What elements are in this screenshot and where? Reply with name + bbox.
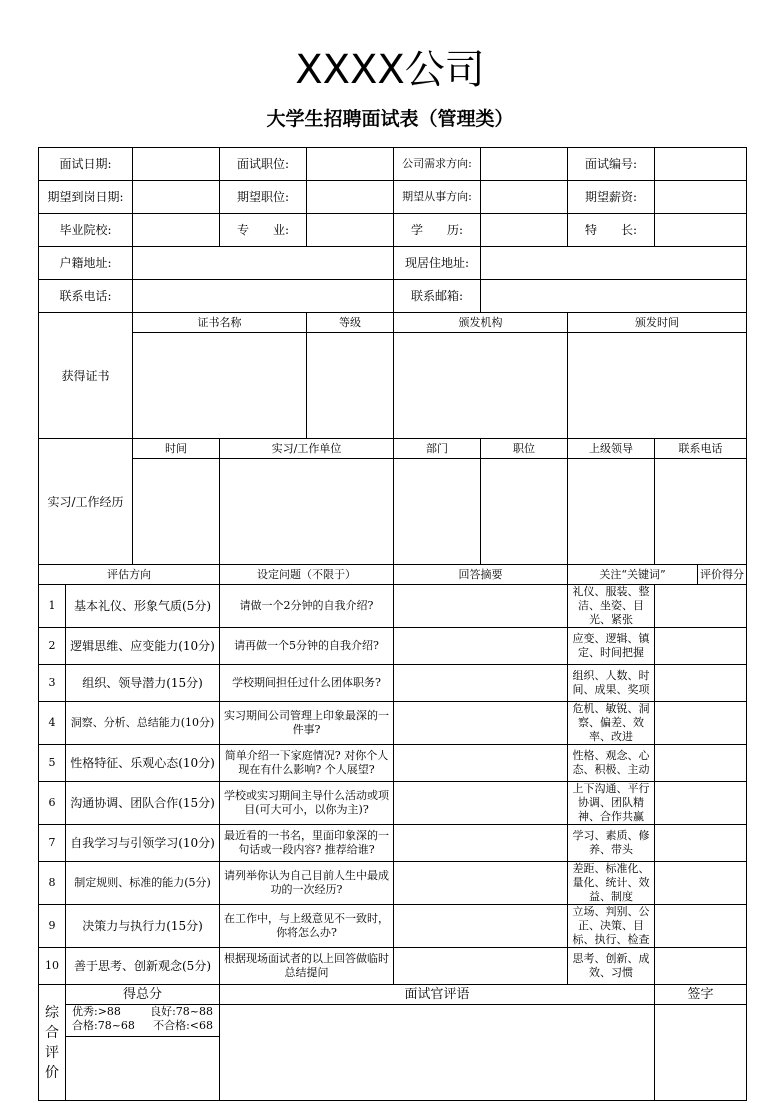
eval-score-header: 评价得分 [698,565,747,585]
exp-supervisor-header: 上级领导 [568,439,655,459]
exp-position-header: 职位 [481,439,568,459]
cert-level-field[interactable] [307,333,394,439]
eval-row-answer[interactable] [394,585,568,628]
exp-position-field[interactable] [481,459,568,565]
residence-field[interactable] [481,247,747,280]
grade-good: 良好:78~88 [150,1005,214,1018]
eval-row-number: 3 [39,665,66,702]
eval-row-number: 1 [39,585,66,628]
table-row [39,745,747,782]
table-row [39,628,747,665]
company-direction-field[interactable] [481,148,568,181]
cert-level-header: 等级 [307,313,394,333]
table-row [39,862,747,905]
education-label: 学 历: [394,214,481,247]
eval-row-direction: 组织、领导潜力(15分) [66,665,220,702]
eval-row-keywords: 应变、逻辑、镇定、时间把握 [568,628,655,665]
eval-row-number: 9 [39,905,66,948]
table-row [39,905,747,948]
phone-label: 联系电话: [39,280,133,313]
experience-label: 实习/工作经历 [39,439,133,565]
household-label: 户籍地址: [39,247,133,280]
table-row [39,702,747,745]
grade-pass: 合格:78~68 [72,1019,135,1032]
eval-row-question: 实习期间公司管理上印象最深的一件事? [220,702,394,745]
table-row [39,585,747,628]
cert-issuer-field[interactable] [394,333,568,439]
interview-no-label: 面试编号: [568,148,655,181]
eval-row-question: 在工作中，与上级意见不一致时，你将怎么办? [220,905,394,948]
eval-row-direction: 洞察、分析、总结能力(10分) [66,702,220,745]
eval-question-header: 设定问题（不限于） [220,565,394,585]
specialty-label: 特 长: [568,214,655,247]
exp-dept-field[interactable] [394,459,481,565]
email-field[interactable] [481,280,747,313]
eval-row-keywords: 礼仪、服装、整洁、坐姿、目光、紧张 [568,585,655,628]
expected-start-field[interactable] [133,181,220,214]
interview-date-field[interactable] [133,148,220,181]
cert-date-header: 颁发时间 [568,313,747,333]
eval-row-answer[interactable] [394,948,568,985]
eval-row-keywords: 组织、人数、时间、成果、奖项 [568,665,655,702]
eval-row-direction: 沟通协调、团队合作(15分) [66,782,220,825]
eval-row-question: 请做一个2分钟的自我介绍? [220,585,394,628]
eval-row-keywords: 学习、素质、修养、带头 [568,825,655,862]
eval-row-keywords: 危机、敏锐、洞察、偏差、效率、改进 [568,702,655,745]
eval-direction-header: 评估方向 [39,565,220,585]
eval-row-answer[interactable] [394,825,568,862]
interview-form-table [38,147,747,1101]
expected-salary-field[interactable] [655,181,747,214]
comment-field[interactable] [220,1005,655,1101]
eval-row-answer[interactable] [394,862,568,905]
eval-row-keywords: 差距、标准化、量化、统计、效益、制度 [568,862,655,905]
eval-row-keywords: 立场、判别、公正、决策、目标、执行、检查 [568,905,655,948]
table-row [39,665,747,702]
eval-row-score[interactable] [655,665,747,702]
grade-excellent: 优秀:>88 [72,1005,121,1018]
expected-salary-label: 期望薪资: [568,181,655,214]
eval-row-keywords: 上下沟通、平行协调、团队精神、合作共赢 [568,782,655,825]
company-direction-label: 公司需求方向: [394,148,481,181]
grade-fail: 不合格:<68 [153,1019,214,1032]
eval-row-score[interactable] [655,745,747,782]
eval-row-answer[interactable] [394,628,568,665]
exp-supervisor-field[interactable] [568,459,655,565]
exp-company-field[interactable] [220,459,394,565]
table-row [39,948,747,985]
eval-row-question: 请列举你认为自己目前人生中最成功的一次经历? [220,862,394,905]
cert-name-header: 证书名称 [133,313,307,333]
eval-row-answer[interactable] [394,665,568,702]
exp-phone-field[interactable] [655,459,747,565]
total-score-field[interactable] [66,1037,220,1101]
expected-direction-field[interactable] [481,181,568,214]
eval-row-number: 10 [39,948,66,985]
eval-row-number: 7 [39,825,66,862]
interview-date-label: 面试日期: [39,148,133,181]
eval-row-direction: 性格特征、乐观心态(10分) [66,745,220,782]
signature-field[interactable] [655,1005,747,1101]
eval-row-keywords: 思考、创新、成效、习惯 [568,948,655,985]
major-label: 专 业: [220,214,307,247]
expected-direction-label: 期望从事方向: [394,181,481,214]
school-label: 毕业院校: [39,214,133,247]
eval-row-direction: 逻辑思维、应变能力(10分) [66,628,220,665]
phone-field[interactable] [133,280,394,313]
eval-row-number: 6 [39,782,66,825]
eval-row-score[interactable] [655,628,747,665]
household-field[interactable] [133,247,394,280]
cert-issuer-header: 颁发机构 [394,313,568,333]
cert-date-field[interactable] [568,333,747,439]
eval-row-answer[interactable] [394,782,568,825]
eval-row-direction: 决策力与执行力(15分) [66,905,220,948]
eval-row-answer[interactable] [394,905,568,948]
exp-phone-header: 联系电话 [655,439,747,459]
eval-row-number: 2 [39,628,66,665]
eval-row-number: 8 [39,862,66,905]
total-score-header: 得总分 [66,985,220,1005]
eval-row-score[interactable] [655,862,747,905]
eval-row-score[interactable] [655,782,747,825]
eval-answer-header: 回答摘要 [394,565,568,585]
eval-row-question: 最近看的一书名，里面印象深的一句话或一段内容? 推荐给谁? [220,825,394,862]
interview-position-label: 面试职位: [220,148,307,181]
eval-row-direction: 善于思考、创新观念(5分) [66,948,220,985]
eval-row-score[interactable] [655,825,747,862]
cert-name-field[interactable] [133,333,307,439]
eval-row-direction: 基本礼仪、形象气质(5分) [66,585,220,628]
certificates-label: 获得证书 [39,313,133,439]
form-title: 大学生招聘面试表（管理类） [266,108,514,130]
eval-row-score[interactable] [655,948,747,985]
eval-row-question: 请再做一个5分钟的自我介绍? [220,628,394,665]
table-row [39,782,747,825]
eval-row-answer[interactable] [394,745,568,782]
eval-row-keywords: 性格、观念、心态、积极、主动 [568,745,655,782]
exp-company-header: 实习/工作单位 [220,439,394,459]
exp-dept-header: 部门 [394,439,481,459]
summary-label: 综合评价 [39,985,66,1101]
table-row [39,825,747,862]
company-title: XXXX公司 [295,47,485,93]
eval-row-direction: 制定规则、标准的能力(5分) [66,862,220,905]
school-field[interactable] [133,214,220,247]
eval-row-score[interactable] [655,702,747,745]
exp-time-field[interactable] [133,459,220,565]
signature-header: 签字 [655,985,747,1005]
specialty-field[interactable] [655,214,747,247]
comment-header: 面试官评语 [220,985,655,1005]
grade-scale [66,1005,220,1037]
eval-row-score[interactable] [655,905,747,948]
eval-keywords-header: 关注“关键词” [568,565,698,585]
expected-start-label: 期望到岗日期: [39,181,133,214]
education-field[interactable] [481,214,568,247]
interview-no-field[interactable] [655,148,747,181]
eval-row-number: 5 [39,745,66,782]
eval-row-score[interactable] [655,585,747,628]
expected-position-label: 期望职位: [220,181,307,214]
eval-row-question: 根据现场面试者的以上回答做临时总结提问 [220,948,394,985]
email-label: 联系邮箱: [394,280,481,313]
eval-row-number: 4 [39,702,66,745]
eval-row-question: 简单介绍一下家庭情况? 对你个人现在有什么影响? 个人展望? [220,745,394,782]
expected-position-field[interactable] [307,181,394,214]
major-field[interactable] [307,214,394,247]
eval-row-question: 学校或实习期间主导什么活动或项目(可大可小，以你为主)? [220,782,394,825]
eval-row-direction: 自我学习与引领学习(10分) [66,825,220,862]
interview-position-field[interactable] [307,148,394,181]
residence-label: 现居住地址: [394,247,481,280]
eval-row-question: 学校期间担任过什么团体职务? [220,665,394,702]
eval-row-answer[interactable] [394,702,568,745]
exp-time-header: 时间 [133,439,220,459]
